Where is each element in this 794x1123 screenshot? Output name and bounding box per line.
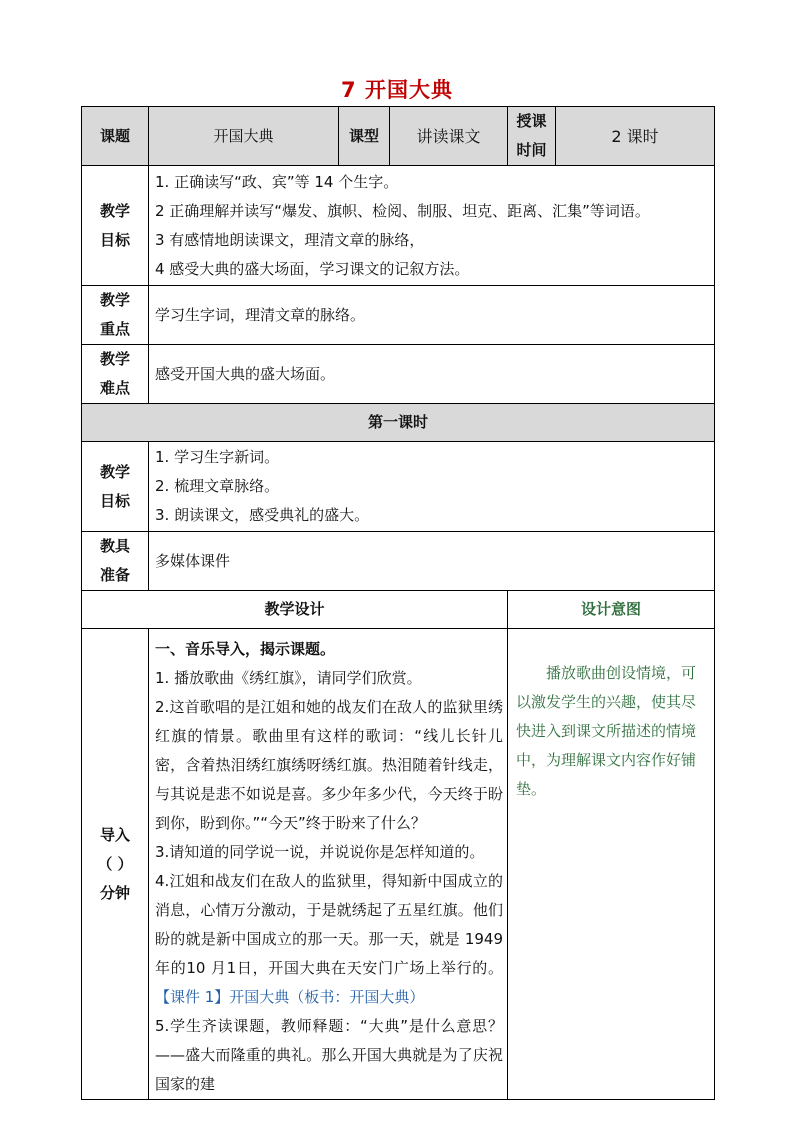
page-title: 7 开国大典 xyxy=(341,78,453,102)
lesson-one-heading-row xyxy=(82,404,715,442)
goals-label-line-1: 教学 xyxy=(99,201,130,220)
goal-item: 1. 正确读写“政、宾”等 14 个生字。 xyxy=(155,172,399,191)
focus-label-line-1: 教学 xyxy=(99,291,130,309)
goals-row xyxy=(82,166,715,286)
design-paragraph-text: 4.江姐和战友们在敌人的监狱里，得知新中国成立的消息，心情万分激动，于是就绣起了五星红旗。他们盼的就是新中国成立的那一天。那一天，就是 1949 年的10 月1日，开国大典在天安门广场上举行的。 xyxy=(155,872,503,977)
difficulty-text: 感受开国大典的盛大场面。 xyxy=(149,345,715,404)
design-paragraph: 3.请知道的同学说一说，并说说你是怎样知道的。 xyxy=(155,843,485,861)
lesson-one-goals-row xyxy=(82,442,715,532)
design-body-row xyxy=(82,629,715,1100)
tools-label-line-1: 教具 xyxy=(99,537,130,555)
intent-text: 播放歌曲创设情境，可以激发学生的兴趣，使其尽快进入到课文所描述的情境中，为理解课文内容作好铺垫。 xyxy=(508,629,715,1100)
goal-item: 3 有感情地朗读课文，理清文章的脉络， xyxy=(155,230,425,249)
lesson-one-goals-label-line-2: 目标 xyxy=(99,491,130,510)
design-heading: 教学设计 xyxy=(82,591,508,629)
lesson-one-goal-item: 2. 梳理文章脉络。 xyxy=(155,477,280,495)
focus-label-line-2: 重点 xyxy=(99,320,130,338)
time-value: 2 课时 xyxy=(556,107,715,166)
design-paragraph: 2.这首歌唱的是江姐和她的战友们在敌人的监狱里绣红旗的情景。歌曲里有这样的歌词：“线儿长针儿密，含着热泪绣红旗绣呀绣红旗。热泪随着针线走，与其说是悲不如说是喜。多少年多少代，今天终于盼到你，盼到你。”“今天”终于盼来了什么？ xyxy=(155,698,503,832)
goals-label-line-2: 目标 xyxy=(99,230,130,249)
stage-label-line-2: （ ） xyxy=(97,854,133,873)
tools-text: 多媒体课件 xyxy=(149,532,715,591)
difficulty-label-line-1: 教学 xyxy=(99,350,130,368)
design-paragraph: 5.学生齐读课题，教师释题：“大典”是什么意思？——盛大而隆重的典礼。那么开国大典就是为了庆祝国家的建 xyxy=(155,1017,503,1093)
focus-row xyxy=(82,286,715,345)
goals-label xyxy=(82,166,149,286)
courseware-reference: 【课件 1】开国大典（板书：开国大典） xyxy=(155,988,425,1006)
section-title: 一、音乐导入，揭示课题。 xyxy=(155,640,336,658)
time-label-line-2: 时间 xyxy=(516,141,547,159)
time-label xyxy=(508,107,556,166)
tools-label xyxy=(82,532,149,591)
header-row xyxy=(82,107,715,166)
subject-value: 开国大典 xyxy=(149,107,339,166)
stage-label xyxy=(82,629,149,1100)
lesson-one-goals-list xyxy=(149,442,715,532)
subject-label: 课题 xyxy=(82,107,149,166)
design-paragraph: 1. 播放歌曲《绣红旗》，请同学们欣赏。 xyxy=(155,669,422,687)
lesson-one-goal-item: 3. 朗读课文，感受典礼的盛大。 xyxy=(155,506,370,524)
type-value: 讲读课文 xyxy=(390,107,508,166)
time-label-line-1: 授课 xyxy=(516,112,547,130)
intent-heading: 设计意图 xyxy=(508,591,715,629)
lesson-one-heading: 第一课时 xyxy=(82,404,715,442)
design-heading-row xyxy=(82,591,715,629)
difficulty-label-line-2: 难点 xyxy=(99,379,130,397)
difficulty-row xyxy=(82,345,715,404)
lesson-plan-table xyxy=(81,106,715,1100)
lesson-one-goals-label-line-1: 教学 xyxy=(99,462,130,481)
difficulty-label xyxy=(82,345,149,404)
goal-item: 2 正确理解并读写“爆发、旗帜、检阅、制服、坦克、距离、汇集”等词语。 xyxy=(155,201,650,220)
goal-item: 4 感受大典的盛大场面，学习课文的记叙方法。 xyxy=(155,259,470,278)
lesson-one-goals-label xyxy=(82,442,149,532)
stage-label-line-3: 分钟 xyxy=(99,883,130,902)
focus-label xyxy=(82,286,149,345)
focus-text: 学习生字词，理清文章的脉络。 xyxy=(149,286,715,345)
design-content xyxy=(149,629,508,1100)
type-label: 课型 xyxy=(339,107,390,166)
stage-label-line-1: 导入 xyxy=(99,825,130,844)
design-paragraph xyxy=(155,867,503,1012)
tools-row xyxy=(82,532,715,591)
tools-label-line-2: 准备 xyxy=(99,566,130,584)
goals-list xyxy=(149,166,715,286)
lesson-one-goal-item: 1. 学习生字新词。 xyxy=(155,448,280,466)
